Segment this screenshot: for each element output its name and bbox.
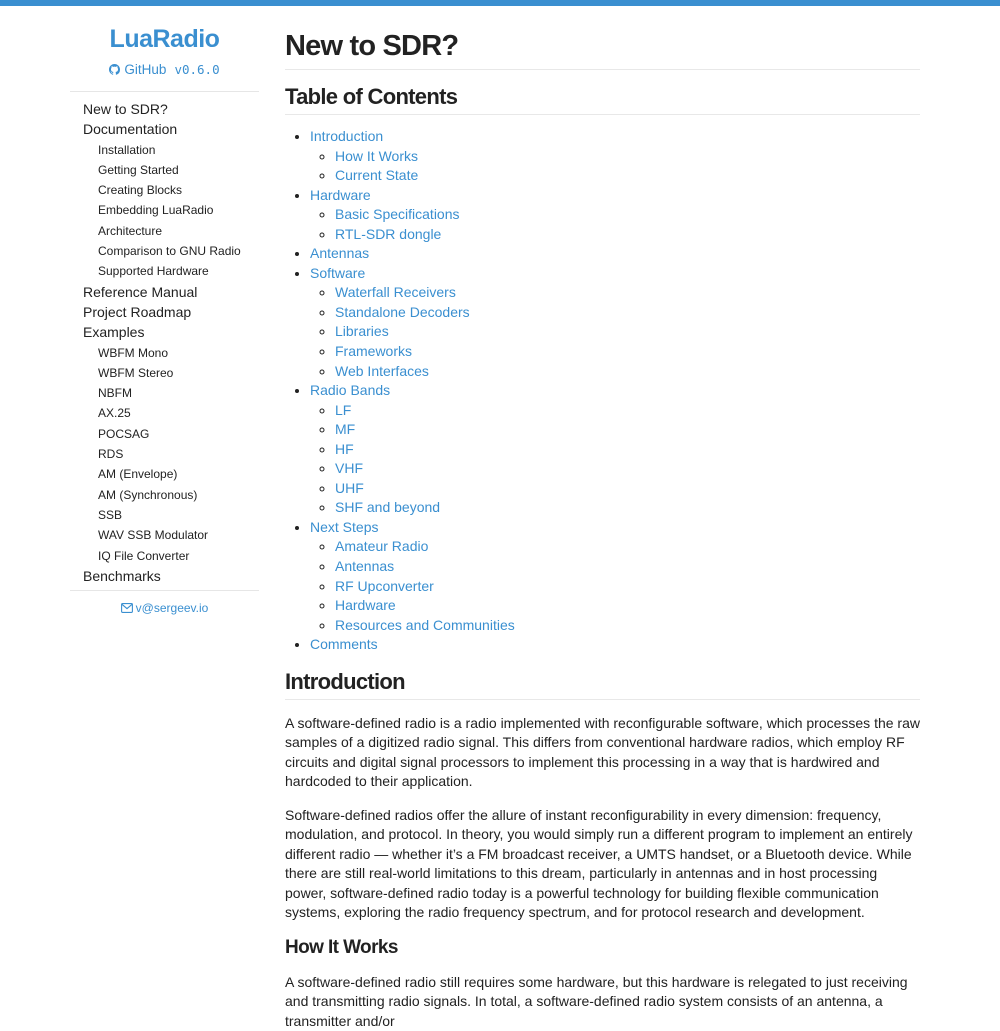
sidebar-sublink-ssb[interactable]: SSB: [98, 507, 123, 522]
main-content: [285, 30, 920, 1031]
sidebar-link-benchmarks[interactable]: Benchmarks: [83, 567, 161, 584]
sidebar-link-reference-manual[interactable]: Reference Manual: [83, 283, 198, 300]
sidebar-subitem-rds: [70, 444, 259, 464]
sidebar-nav: [70, 92, 259, 590]
sidebar-subitem-embedding-luaradio: [70, 200, 259, 220]
toc-item-next-steps: [310, 518, 920, 635]
toc-item-software: [310, 264, 920, 381]
toc-sublink-vhf[interactable]: VHF: [335, 460, 363, 477]
how-it-works-paragraph-1: A software-defined radio still requires some hardware, but this hardware is relegated to just receiving and transmitting radio signals. In total, a software-defined radio system consists of an antenna, a transmitter and/or: [285, 973, 908, 1029]
table-of-contents: [285, 127, 920, 655]
toc-sublist-next-steps: [310, 537, 920, 635]
toc-subitem-vhf: [335, 459, 920, 479]
toc-sublink-how-it-works[interactable]: How It Works: [335, 147, 418, 164]
sidebar-subitem-creating-blocks: [70, 180, 259, 200]
intro-paragraph-1: A software-defined radio is a radio implemented with reconfigurable software, which processes the raw samples of a digitized radio signal. This differs from conventional hardware radios, which employ RF circuits and digital signal processors to implement this processing in a way that is hardwired and hardcoded to their application.: [285, 714, 920, 790]
github-link[interactable]: [109, 62, 166, 77]
toc-subitem-hf: [335, 440, 920, 460]
sidebar-sublink-wbfm-mono[interactable]: WBFM Mono: [98, 345, 169, 360]
sidebar-subitem-wbfm-stereo: [70, 363, 259, 383]
toc-sublink-rf-upconverter[interactable]: RF Upconverter: [335, 577, 434, 594]
toc-sublink-web-interfaces[interactable]: Web Interfaces: [335, 362, 429, 379]
toc-sublink-uhf[interactable]: UHF: [335, 479, 364, 496]
toc-sublink-rtl-sdr-dongle[interactable]: RTL-SDR dongle: [335, 225, 442, 242]
toc-sublist-introduction: [310, 147, 920, 186]
sidebar-sublink-supported-hardware[interactable]: Supported Hardware: [98, 264, 209, 279]
sidebar-divider-bottom: [70, 590, 259, 591]
email-label: v@sergeev.io: [135, 601, 209, 616]
sidebar-subitem-wbfm-mono: [70, 343, 259, 363]
sidebar-sublink-iq-file-converter[interactable]: IQ File Converter: [98, 548, 190, 563]
site-title-link[interactable]: LuaRadio: [109, 25, 220, 53]
toc-item-radio-bands: [310, 381, 920, 518]
toc-sublink-hf[interactable]: HF: [335, 440, 354, 457]
sidebar-item-examples: [70, 322, 259, 566]
toc-subitem-rtl-sdr-dongle: [335, 225, 920, 245]
toc-sublink-basic-specifications[interactable]: Basic Specifications: [335, 206, 460, 223]
toc-sublink-hardware[interactable]: Hardware: [335, 597, 396, 614]
toc-link-software[interactable]: Software: [310, 264, 366, 281]
sidebar-subitem-architecture: [70, 221, 259, 241]
envelope-icon: [121, 603, 133, 613]
toc-subitem-antennas: [335, 557, 920, 577]
sidebar-link-documentation[interactable]: Documentation: [83, 121, 178, 138]
toc-subitem-amateur-radio: [335, 537, 920, 557]
sidebar-sublink-ax-25[interactable]: AX.25: [98, 406, 131, 421]
toc-sublink-amateur-radio[interactable]: Amateur Radio: [335, 538, 429, 555]
sidebar-link-project-roadmap[interactable]: Project Roadmap: [83, 303, 192, 320]
toc-subitem-shf-and-beyond: [335, 498, 920, 518]
toc-sublist-radio-bands: [310, 401, 920, 518]
sidebar-sublink-creating-blocks[interactable]: Creating Blocks: [98, 183, 183, 198]
sidebar-item-reference-manual: [70, 282, 259, 302]
toc-item-antennas: [310, 244, 920, 264]
toc-link-antennas[interactable]: Antennas: [310, 245, 370, 262]
toc-sublink-current-state[interactable]: Current State: [335, 167, 419, 184]
toc-subitem-basic-specifications: [335, 205, 920, 225]
toc-subitem-lf: [335, 401, 920, 421]
sidebar-sublink-wav-ssb-modulator[interactable]: WAV SSB Modulator: [98, 528, 209, 543]
sidebar-subitem-pocsag: [70, 424, 259, 444]
sidebar-subitem-nbfm: [70, 383, 259, 403]
sidebar-subitem-am-synchronous: [70, 485, 259, 505]
sidebar-subitem-supported-hardware: [70, 261, 259, 281]
toc-sublist-software: [310, 283, 920, 381]
sidebar-sublink-pocsag[interactable]: POCSAG: [98, 426, 150, 441]
toc-link-hardware[interactable]: Hardware: [310, 186, 371, 203]
toc-sublink-resources-and-communities[interactable]: Resources and Communities: [335, 616, 515, 633]
toc-item-hardware: [310, 186, 920, 245]
toc-item-introduction: [310, 127, 920, 186]
toc-sublink-waterfall-receivers[interactable]: Waterfall Receivers: [335, 284, 456, 301]
toc-subitem-uhf: [335, 479, 920, 499]
toc-sublist-hardware: [310, 205, 920, 244]
toc-subitem-hardware: [335, 596, 920, 616]
toc-link-next-steps[interactable]: Next Steps: [310, 518, 379, 535]
toc-subitem-libraries: [335, 322, 920, 342]
sidebar-sublink-getting-started[interactable]: Getting Started: [98, 162, 179, 177]
brand: [70, 25, 259, 77]
toc-item-comments: [310, 635, 920, 655]
github-icon: [109, 64, 120, 75]
toc-subitem-web-interfaces: [335, 362, 920, 382]
page-title: New to SDR?: [285, 30, 920, 70]
sidebar-subitem-wav-ssb-modulator: [70, 525, 259, 545]
toc-sublink-mf[interactable]: MF: [335, 421, 356, 438]
sidebar-subitem-iq-file-converter: [70, 546, 259, 566]
toc-link-comments[interactable]: Comments: [310, 636, 378, 653]
toc-subitem-resources-and-communities: [335, 616, 920, 636]
toc-link-introduction[interactable]: Introduction: [310, 128, 384, 144]
sidebar-sublink-am-envelope[interactable]: AM (Envelope): [98, 467, 178, 482]
toc-subitem-how-it-works: [335, 147, 920, 167]
section-heading-how-it-works: How It Works: [285, 936, 398, 958]
toc-sublink-standalone-decoders[interactable]: Standalone Decoders: [335, 303, 470, 320]
sidebar-sublink-am-synchronous[interactable]: AM (Synchronous): [98, 487, 198, 502]
section-heading-introduction: Introduction: [285, 669, 920, 700]
sidebar-sublink-embedding-luaradio[interactable]: Embedding LuaRadio: [98, 203, 214, 218]
toc-sublink-shf-and-beyond[interactable]: SHF and beyond: [335, 499, 441, 516]
sidebar-subitem-ax-25: [70, 403, 259, 423]
toc-subitem-current-state: [335, 166, 920, 186]
sidebar-item-new-to-sdr: [70, 99, 259, 119]
sidebar-sublink-comparison-to-gnu-radio[interactable]: Comparison to GNU Radio: [98, 244, 241, 259]
toc-sublink-libraries[interactable]: Libraries: [335, 323, 389, 340]
version-label: v0.6.0: [174, 62, 220, 77]
sidebar-subnav-documentation: [70, 140, 259, 282]
brand-subline: [70, 62, 259, 77]
github-label: GitHub: [124, 62, 167, 77]
contact: [70, 601, 259, 616]
toc-heading: Table of Contents: [285, 84, 920, 115]
sidebar-sublink-wbfm-stereo[interactable]: WBFM Stereo: [98, 365, 174, 380]
sidebar-subitem-am-envelope: [70, 464, 259, 484]
sidebar-item-project-roadmap: [70, 302, 259, 322]
sidebar-subitem-getting-started: [70, 160, 259, 180]
toc-subitem-standalone-decoders: [335, 303, 920, 323]
sidebar-link-new-to-sdr[interactable]: New to SDR?: [83, 101, 168, 117]
sidebar-subnav-examples: [70, 343, 259, 566]
toc-subitem-frameworks: [335, 342, 920, 362]
sidebar-sublink-nbfm[interactable]: NBFM: [98, 386, 132, 401]
sidebar-sublink-architecture[interactable]: Architecture: [98, 223, 163, 238]
toc-subitem-mf: [335, 420, 920, 440]
top-accent-bar: [0, 0, 1000, 6]
toc-subitem-rf-upconverter: [335, 577, 920, 597]
email-link[interactable]: [121, 601, 209, 615]
sidebar-subitem-comparison-to-gnu-radio: [70, 241, 259, 261]
sidebar-sublink-rds[interactable]: RDS: [98, 447, 124, 462]
toc-sublink-frameworks[interactable]: Frameworks: [335, 343, 413, 360]
intro-paragraph-2: Software-defined radios offer the allure of instant reconfigurability in every dimension: frequency, modulation, and protocol. In theory, you would simply run a different program to implement an entirely different radio — whether it’s a FM broadcast receiver, a UMTS handset, or a Bluetooth device. While there are still real-world limitations to this dream, particularly in antennas and in host processing power, software-defined radio today is a powerful technology for building flexible communication systems, exploring the radio frequency spectrum, and for protocol research and development.: [285, 806, 913, 921]
sidebar: [70, 22, 259, 616]
sidebar-item-benchmarks: [70, 566, 259, 586]
toc-link-radio-bands[interactable]: Radio Bands: [310, 382, 391, 399]
toc-subitem-waterfall-receivers: [335, 283, 920, 303]
sidebar-subitem-installation: [70, 140, 259, 160]
toc-sublink-lf[interactable]: LF: [335, 401, 352, 418]
sidebar-sublink-installation[interactable]: Installation: [98, 142, 156, 157]
sidebar-link-examples[interactable]: Examples: [83, 324, 145, 341]
sidebar-subitem-ssb: [70, 505, 259, 525]
sidebar-item-documentation: [70, 119, 259, 281]
toc-sublink-antennas[interactable]: Antennas: [335, 558, 395, 575]
